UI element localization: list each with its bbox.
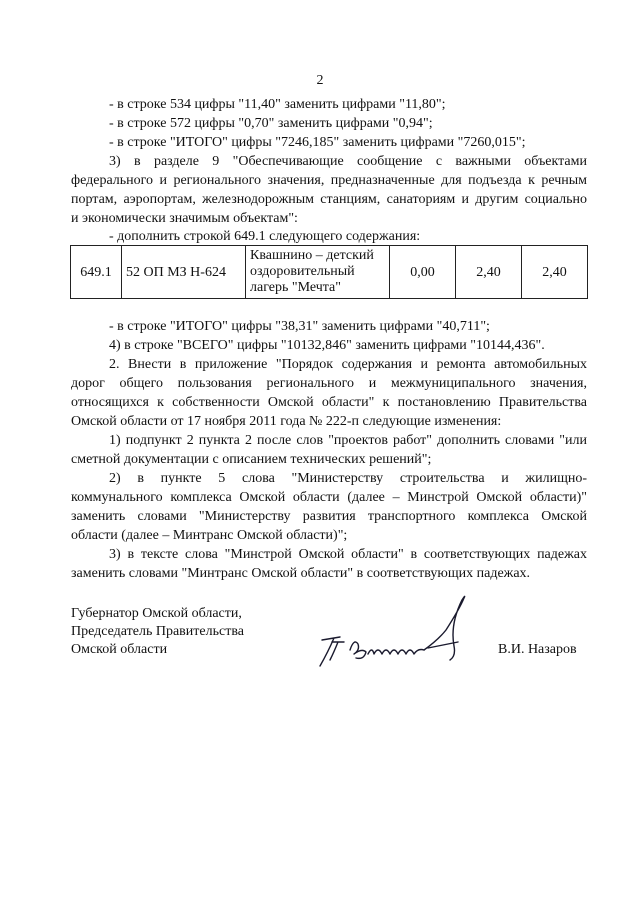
handwritten-signature [310, 590, 480, 670]
edit-line-itogo: - в строке "ИТОГО" цифры "7246,185" заменить цифрами "7260,015"; [109, 135, 526, 150]
paragraph-line: коммунального комплекса Омской области (далее – Минстрой Омской области)" [71, 490, 587, 505]
paragraph-line: 3) в разделе 9 "Обеспечивающие сообщение с важными объектами [109, 154, 587, 169]
signer-title-line: Председатель Правительства [71, 624, 244, 639]
paragraph-line: относящихся к собственности Омской области" к постановлению Правительства [71, 395, 587, 410]
paragraph-line: и экономически значимым объектам": [71, 211, 298, 226]
paragraph-line: федерального и регионального значения, предназначенные для подъезда к речным [71, 173, 587, 188]
road-name-line: оздоровительный [250, 264, 355, 279]
edit-line-534: - в строке 534 цифры "11,40" заменить цифрами "11,80"; [109, 97, 446, 112]
value-cell-2: 2,40 [456, 246, 522, 299]
paragraph-line: области (далее – Минтранс Омской области)"; [71, 528, 348, 543]
paragraph-line: 2. Внести в приложение "Порядок содержания и ремонта автомобильных [109, 357, 587, 372]
row-number-cell: 649.1 [71, 246, 122, 299]
signer-title-line: Омской области [71, 642, 168, 657]
paragraph-line: 3) в тексте слова "Минстрой Омской области" в соответствующих падежах [109, 547, 587, 562]
paragraph-line: 2) в пункте 5 слова "Министерству строительства и жилищно- [109, 471, 587, 486]
paragraph-line: заменить словами "Минтранс Омской области" в соответствующих падежах. [71, 566, 531, 581]
value-cell-3: 2,40 [522, 246, 588, 299]
paragraph-line: сметной документации с описанием технических решений"; [71, 452, 432, 467]
value-cell-1: 0,00 [390, 246, 456, 299]
add-row-line: - дополнить строкой 649.1 следующего содержания: [109, 229, 421, 244]
signer-name: В.И. Назаров [498, 642, 577, 657]
paragraph-line: портам, аэропортам, железнодорожным станциям, санаториям и другим социально [71, 192, 587, 207]
edit-line-vsego: 4) в строке "ВСЕГО" цифры "10132,846" заменить цифрами "10144,436". [109, 338, 545, 353]
page-number: 2 [316, 73, 324, 88]
road-name-cell [246, 246, 390, 299]
edit-line-itogo-2: - в строке "ИТОГО" цифры "38,31" заменить цифрами "40,711"; [109, 319, 490, 334]
signer-title-line: Губернатор Омской области, [71, 606, 242, 621]
paragraph-line: заменить словами "Министерству развития транспортного комплекса Омской [71, 509, 587, 524]
table-row [71, 246, 588, 299]
paragraph-line: 1) подпункт 2 пункта 2 после слов "проектов работ" дополнить словами "или [109, 433, 587, 448]
paragraph-line: дорог общего пользования регионального и межмуниципального значения, [71, 376, 587, 391]
edit-line-572: - в строке 572 цифры "0,70" заменить цифрами "0,94"; [109, 116, 433, 131]
paragraph-line: Омской области от 17 ноября 2011 года № 222-п следующие изменения: [71, 414, 502, 429]
road-code-cell: 52 ОП МЗ Н-624 [122, 246, 246, 299]
signer-title-block [71, 605, 244, 659]
road-name-line: Квашнино – детский [250, 248, 374, 263]
road-name-line: лагерь "Мечта" [250, 280, 341, 295]
road-table [70, 245, 588, 299]
